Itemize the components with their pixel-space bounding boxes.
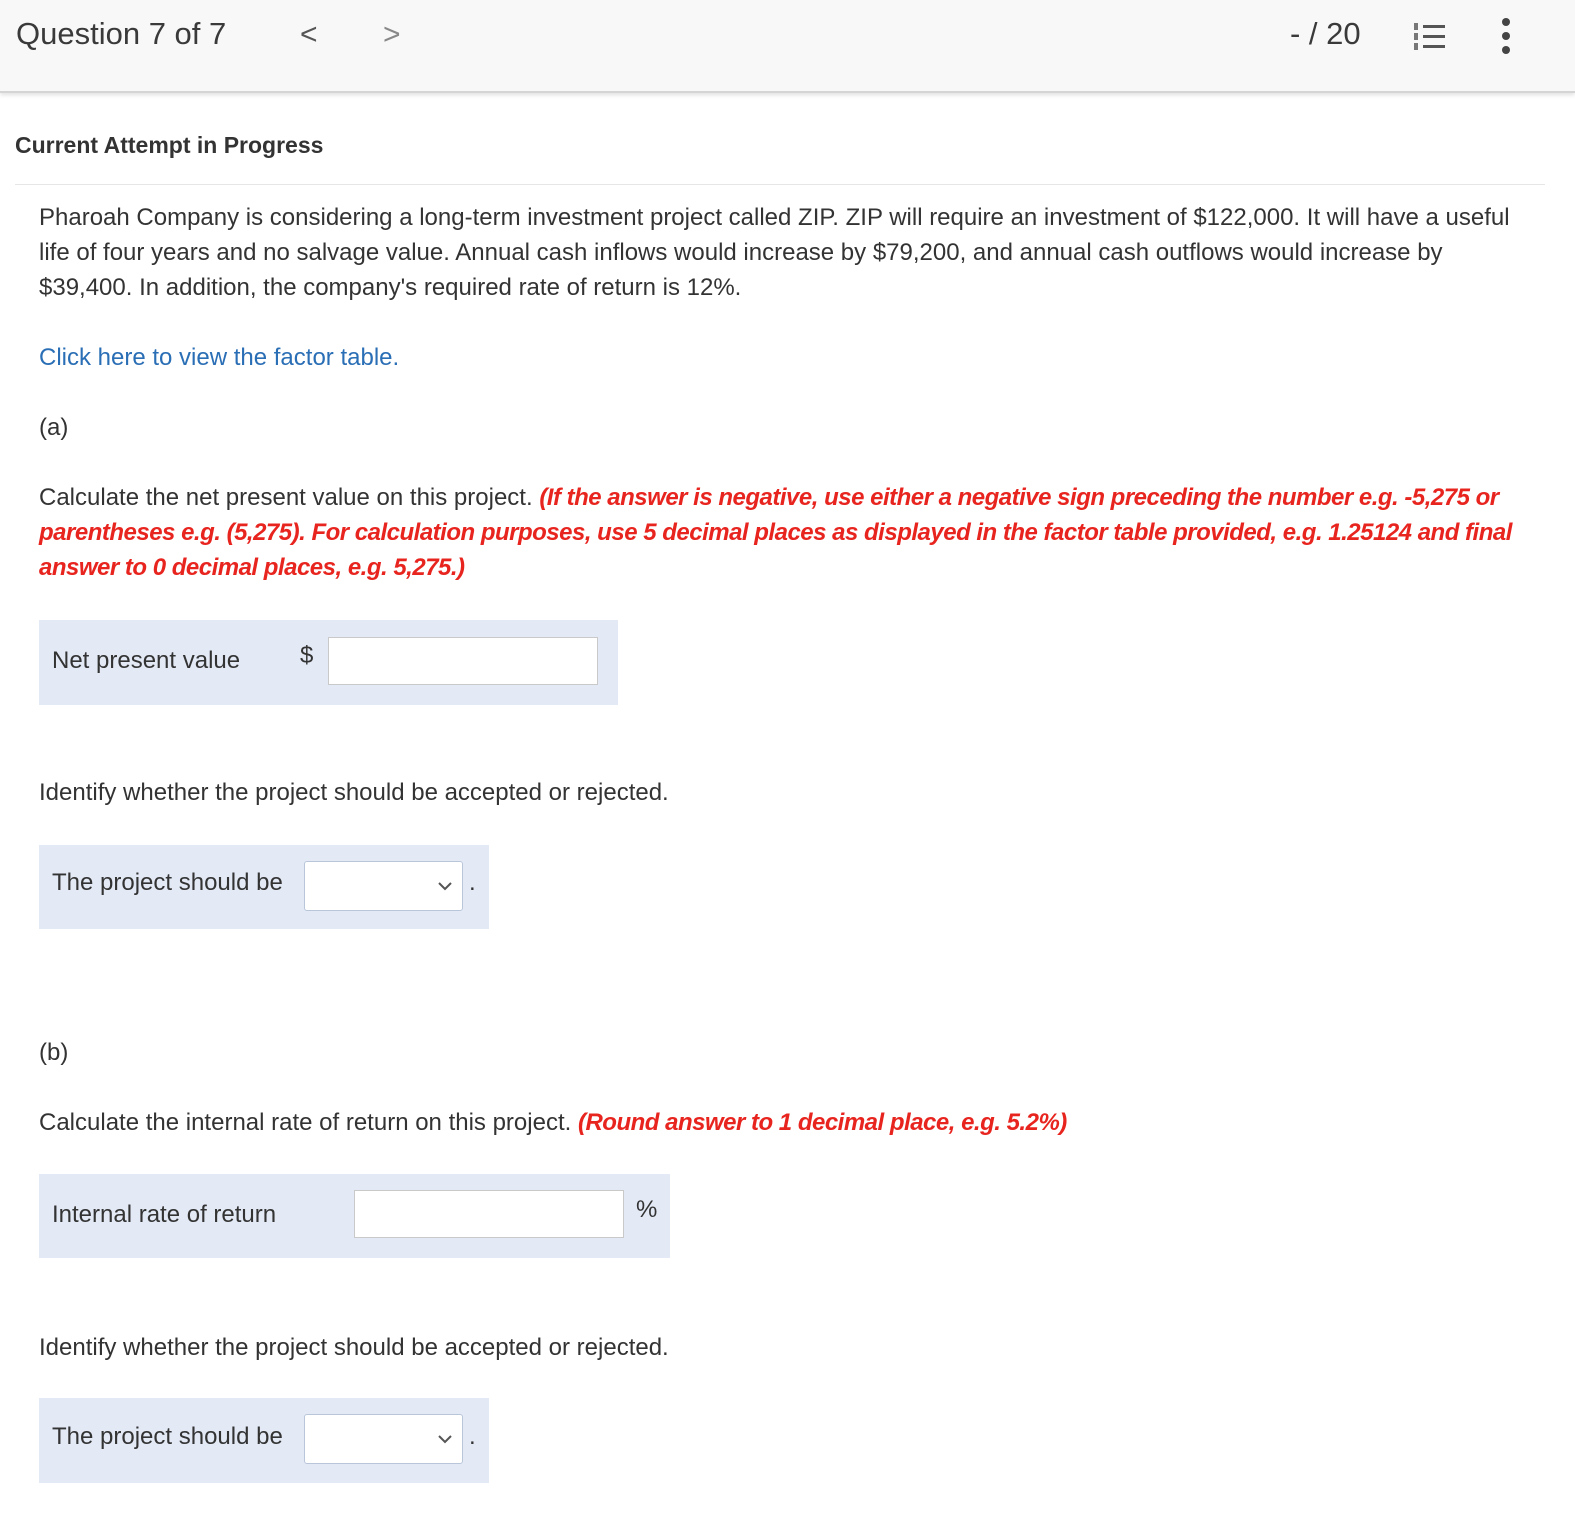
part-b-instruction	[39, 1105, 1529, 1140]
irr-answer-box	[39, 1174, 670, 1258]
percent-symbol: %	[636, 1196, 658, 1223]
npv-input[interactable]	[328, 637, 598, 685]
divider	[15, 184, 1545, 185]
problem-statement: Pharoah Company is considering a long-term investment project called ZIP. ZIP will require an investment of $122,000. It will have a useful life of four years and no salvage value. Annual cash inflows would increase by $79,200, and annual cash outflows would increase by $39,400. In addition, the company's required rate of return is 12%.	[39, 204, 1510, 301]
more-vertical-icon[interactable]	[1498, 17, 1514, 55]
part-b-decision-box	[39, 1398, 489, 1483]
part-b-decision-label: The project should be	[52, 1423, 283, 1450]
irr-input[interactable]	[354, 1190, 624, 1238]
part-b-decision-select[interactable]	[304, 1414, 463, 1464]
factor-table-link[interactable]: Click here to view the factor table.	[39, 344, 400, 371]
part-b-label: (b)	[39, 1039, 69, 1066]
question-counter: Question 7 of 7	[16, 16, 227, 51]
part-b-instruction-text: Calculate the internal rate of return on this project.	[39, 1109, 572, 1136]
npv-answer-box	[39, 620, 618, 705]
part-a-decision-box	[39, 845, 489, 929]
chevron-left-icon[interactable]: <	[300, 18, 318, 51]
chevron-right-icon[interactable]: >	[383, 18, 401, 51]
part-a-decision-label: The project should be	[52, 869, 283, 896]
question-card	[15, 100, 1545, 1519]
attempt-status: Current Attempt in Progress	[15, 132, 324, 158]
irr-label: Internal rate of return	[52, 1201, 277, 1228]
part-b-note: (Round answer to 1 decimal place, e.g. 5.2%)	[577, 1109, 1067, 1136]
top-bar	[0, 0, 1575, 93]
currency-symbol: $	[300, 642, 314, 669]
part-a-label: (a)	[39, 414, 69, 441]
chevron-down-icon	[437, 879, 453, 893]
chevron-down-icon	[437, 1432, 453, 1446]
numbered-list-icon[interactable]	[1412, 22, 1448, 52]
npv-label: Net present value	[52, 647, 241, 674]
period: .	[469, 1423, 476, 1450]
part-a-identify-text: Identify whether the project should be accepted or rejected.	[39, 779, 669, 806]
score-display: - / 20	[1290, 16, 1361, 51]
part-a-instruction	[39, 480, 1529, 585]
part-a-note: (If the answer is negative, use either a negative sign preceding the number e.g. -5,275 or parentheses e.g. (5,275). For calculation purposes, use 5 decimal places as displayed in the factor table provided, e.g. 1.25124 and final answer to 0 decimal places, e.g. 5,275.)	[39, 484, 1512, 581]
part-b-identify-text: Identify whether the project should be accepted or rejected.	[39, 1334, 669, 1361]
period: .	[469, 869, 476, 896]
part-a-instruction-text: Calculate the net present value on this project.	[39, 484, 533, 511]
part-a-decision-select[interactable]	[304, 861, 463, 911]
